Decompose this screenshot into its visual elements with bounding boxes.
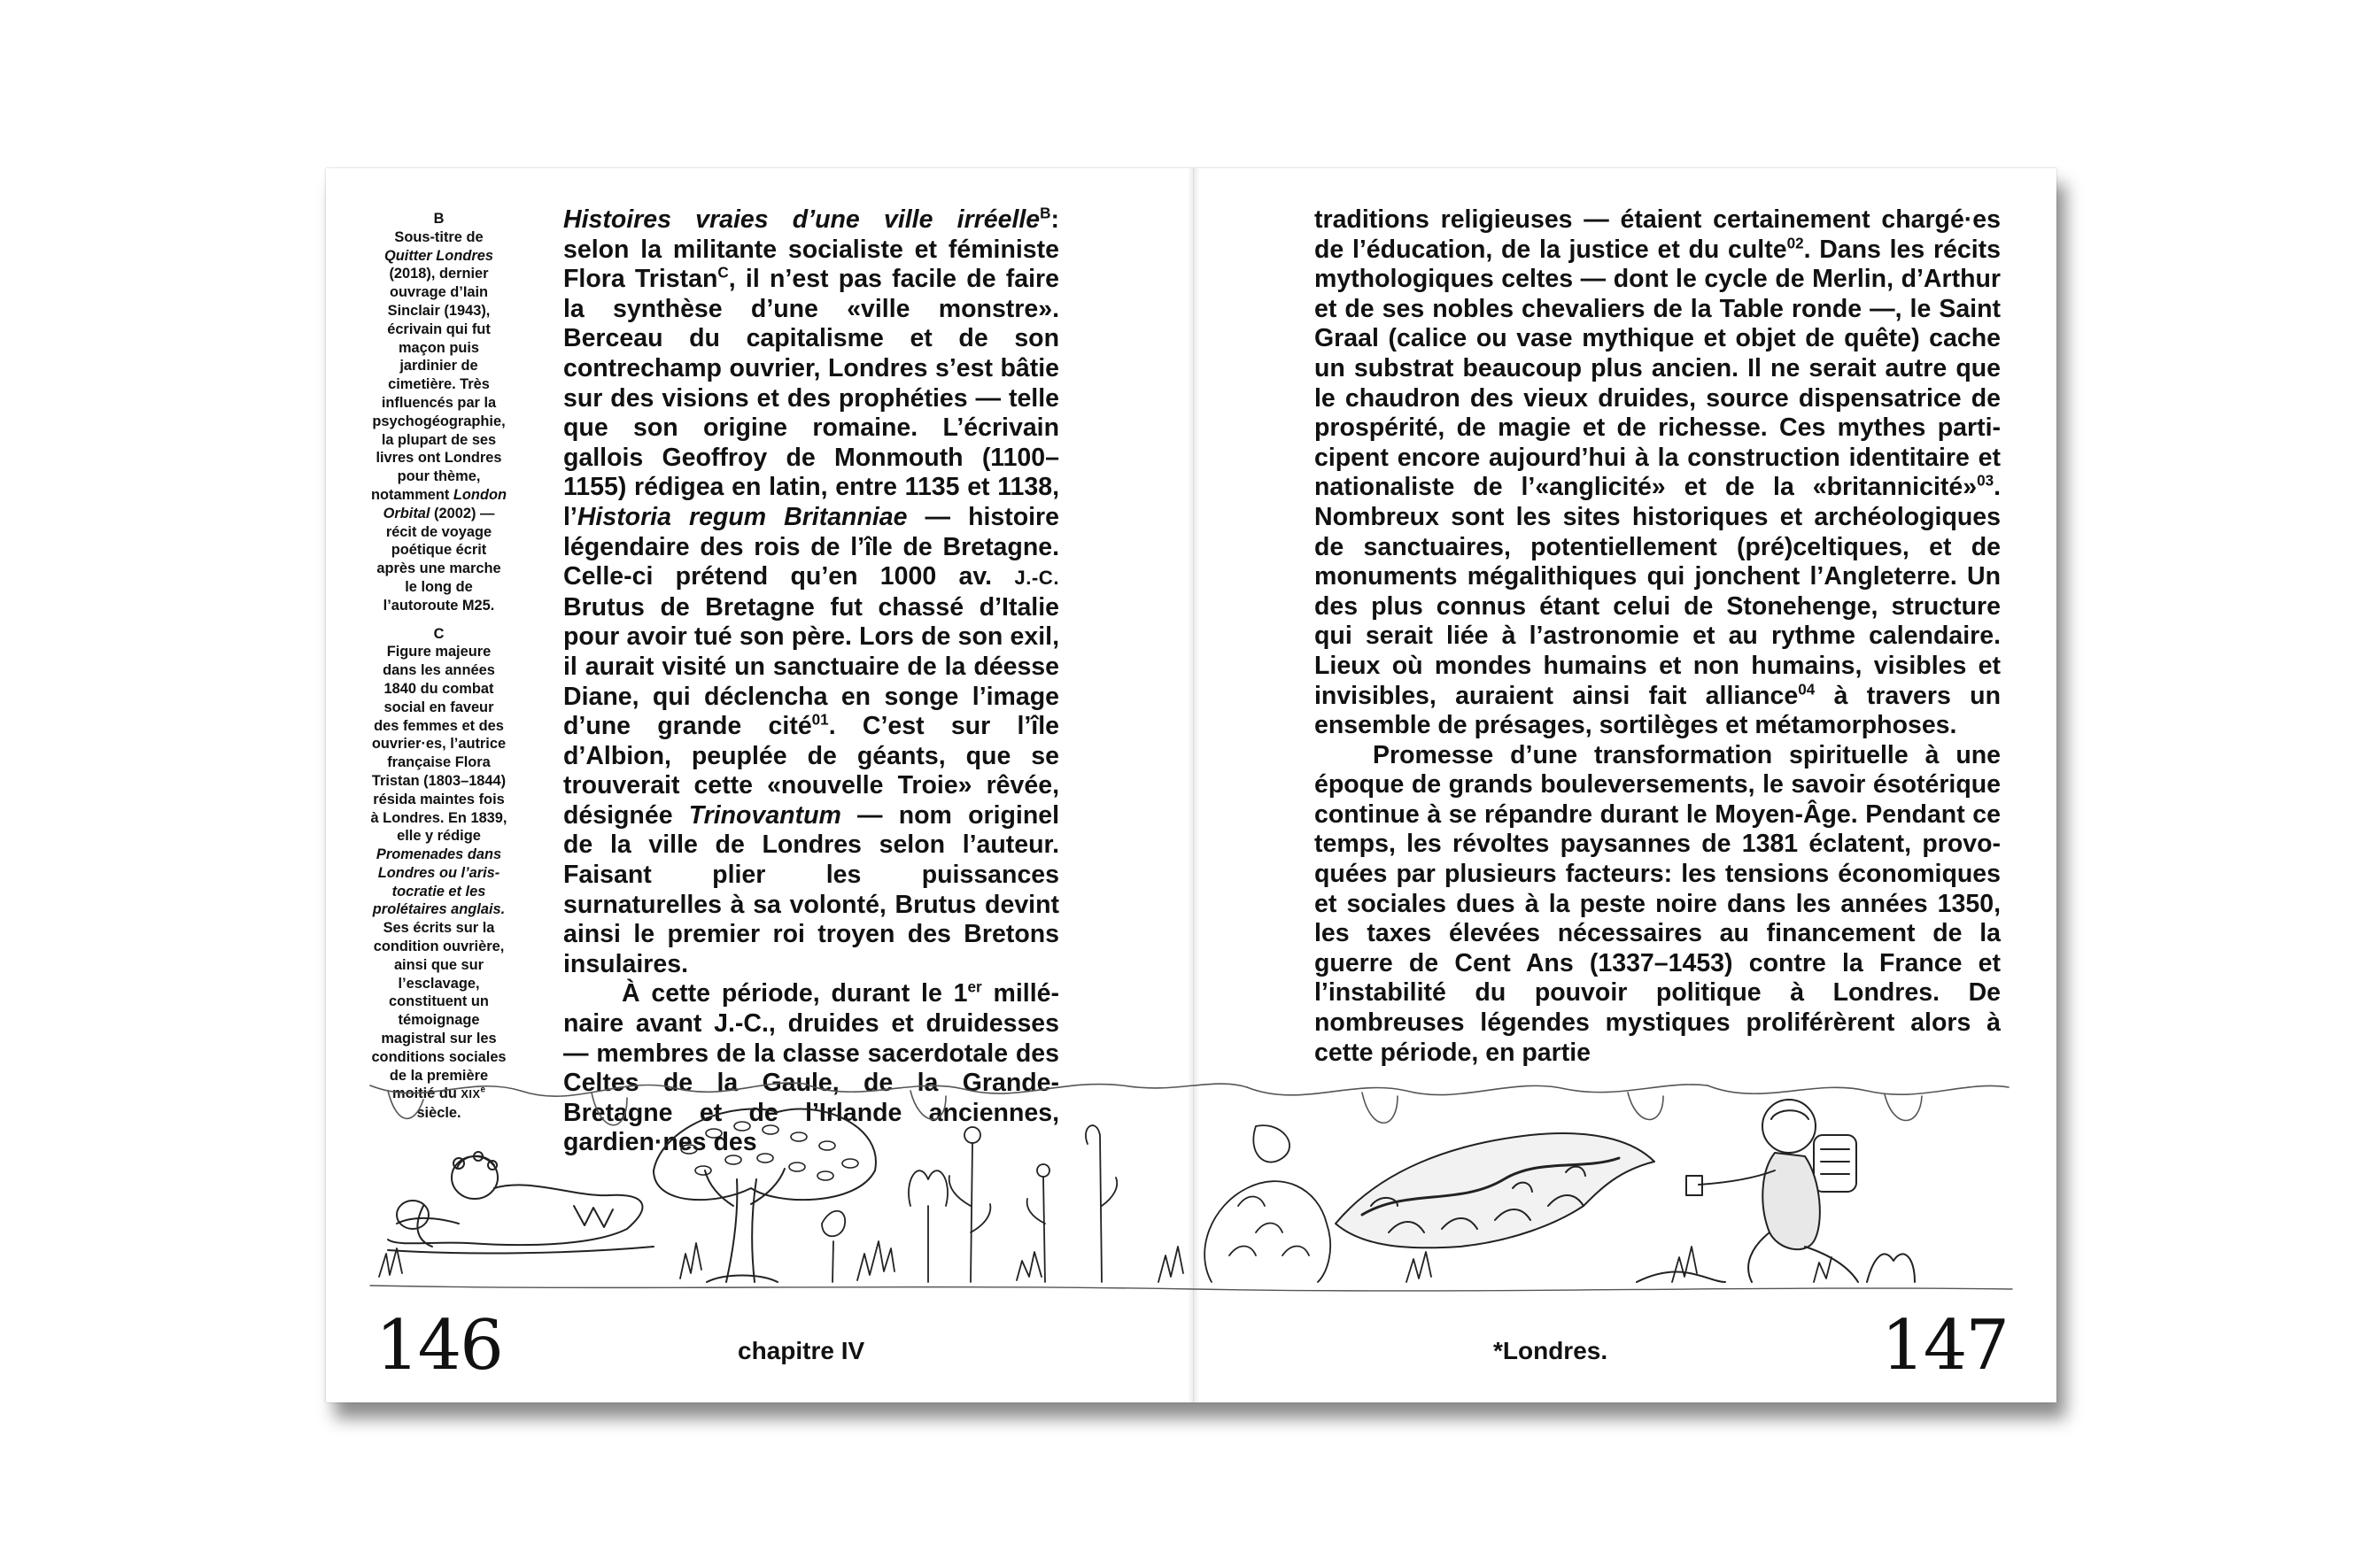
bush	[1204, 1125, 1330, 1282]
left-p2-a: À cette période, durant le 1	[622, 979, 968, 1008]
left-p2-b: millénaire avant J.-C., druides et druidesses — membres de la classe sacerdotale des Celtes de la Gaule, de la Grande-Bretagne et de l’Irlande anciennes, gardien·nes des	[563, 979, 1059, 1157]
right-body-text	[1314, 205, 2001, 1068]
left-p1-title: Histoires vraies d’une ville irréelle	[563, 205, 1041, 234]
note-b-title-2: London Orbital	[383, 486, 507, 521]
left-p1-e: . C’est sur l’île d’Albion, peuplée de géants, que se trouverait cette «nouvelle Troie» rêvée, désignée	[563, 712, 1059, 830]
note-b	[370, 210, 507, 615]
astronaut-figure	[1637, 1100, 1915, 1282]
book-spread	[326, 168, 2056, 1402]
note-c-text-3: siècle.	[416, 1105, 461, 1122]
left-p1-trinovantum: Trinovantum	[688, 800, 841, 830]
ground-line	[370, 1286, 2012, 1291]
note-c-century: XIX	[461, 1087, 481, 1101]
page-number-left: 146	[376, 1306, 502, 1386]
serpent-flame	[1336, 1133, 1654, 1247]
left-p1-d: Brutus de Bretagne fut chassé d’Italie pour avoir tué son père. Lors de son exil, il aurait visité un sanctuaire de la déesse Diane, qui déclencha en songe l’image d’une grande cité	[563, 592, 1059, 741]
note-b-title-1: Quitter Londres	[384, 247, 493, 264]
grass	[379, 1241, 1832, 1282]
left-p2-sup: er	[967, 978, 982, 996]
right-p1-b: . Dans les récits mythologiques celtes — dont le cycle de Merlin, d’Arthur et de ses nobles chevaliers de la Table ronde —, le Saint Graal (calice ou vase mythique et objet de quête) cache un substrat beaucoup plus ancien. Il ne serait autre que le chaudron des vieux druides, source dispensatrice de prospérité, de magie et de richesse. Ces mythes participent encore aujourd’hui à la construction identitaire et nationaliste de l’«anglicité» et de la «britannicité»	[1314, 235, 2001, 502]
left-paragraph-1	[563, 205, 1059, 979]
note-c-text-1: Figure majeure dans les années 1840 du combat social en faveur des femmes et des ouvrier·es, l’autrice française Flora Tristan (1803–1844) résida maintes fois à Londres. En 1839, elle y rédige	[370, 644, 507, 845]
running-head-right: *Londres.	[1493, 1337, 1608, 1364]
right-p1-a: traditions religieuses — étaient certainement chargé·es de l’éducation, de la justice et du culte	[1314, 205, 2001, 264]
left-p1-b: , il n’est pas facile de faire la synthèse d’une «ville monstre». Berceau du capitalisme et de son contrechamp ouvrier, Londres s’est bâtie sur des visions et des prophéties — telle que son origine romaine. L’écrivain gallois Geoffroy de Monmouth (1100–1155) rédigea en latin, entre 1135 et 1138, l’	[563, 265, 1060, 531]
left-p1-c: — histoire légendaire des rois de l’île de Bretagne. Celle-ci prétend qu’en 1000 av.	[563, 502, 1059, 591]
note-c-title: Promenades dans Londres ou l’aristocratie et les prolétaires anglais.	[372, 846, 506, 918]
right-p1-c: . Nombreux sont les sites historiques et archéologiques de sanctuaires, potentiellement (pré)celtiques, et de monuments mégalithiques qui jonchent l’Angleterre. Un des plus connus étant celui de Stonehenge, structure qui serait liée à l’astronomie et au rythme calendaire. Lieux où mondes humains et non humains, visibles et invisibles, auraient ainsi fait alliance	[1314, 473, 2001, 710]
note-ref-03: 03	[1977, 472, 1994, 490]
note-c-century-sup: e	[480, 1085, 485, 1095]
illustration-band	[361, 1073, 2021, 1300]
reclining-figures	[388, 1152, 654, 1253]
note-c-letter: C	[433, 625, 445, 642]
right-p1-d: à travers un ensemble de présages, sortilèges et métamorphoses.	[1314, 681, 2001, 740]
note-c	[370, 625, 507, 1124]
left-p1-f: — nom originel de la ville de Londres selon l’auteur. Faisant plier les puissances surnaturelles à sa volonté, Brutus devint ainsi le premier roi troyen des Bretons insulaires.	[563, 800, 1059, 978]
left-p1-a: : selon la militante socialiste et féministe Flora Tristan	[563, 205, 1059, 294]
note-ref-c: C	[717, 264, 729, 282]
note-b-text-3: (2002) — récit de voyage poétique écrit après une marche le long de l’autoroute M25.	[376, 505, 501, 614]
note-b-text-2: (2018), dernier ouvrage d’Iain Sinclair (1943), écrivain qui fut maçon puis jardinier de cimetière. Très influencés par la psychogéographie, la plupart de ses livres ont Londres pour thème, notamment	[371, 266, 506, 503]
note-ref-02: 02	[1786, 235, 1804, 252]
right-paragraph-2: Promesse d’une transformation spirituelle à une époque de grands bouleversements, le savoir ésotérique continue à se répandre durant le Moyen-Âge. Pendant ce temps, les révoltes paysannes de 1381 éclatent, provoquées par plusieurs facteurs: les tensions économiques et sociales dues à la peste noire dans les années 1350, les taxes élevées nécessaires au financement de la guerre de Cent Ans (1337–1453) contre la France et l’instabilité du pouvoir politique à Londres. De nombreuses légendes mystiques proliférèrent alors à cette période, en partie	[1314, 740, 2001, 1067]
note-b-letter: B	[433, 211, 445, 227]
note-b-text-1: Sous-titre de	[394, 228, 484, 245]
note-ref-04: 04	[1798, 681, 1816, 698]
page-number-right: 147	[1881, 1306, 2008, 1386]
note-c-text-2: Ses écrits sur la condition ouvrière, ainsi que sur l’esclavage, constituent un témoignage magistral sur les conditions sociales de la première moitié du	[371, 920, 507, 1102]
note-ref-01: 01	[811, 711, 829, 729]
running-head-left: chapitre IV	[738, 1337, 865, 1364]
left-body-text	[563, 205, 1059, 1158]
note-ref-b: B	[1040, 205, 1051, 222]
side-notes	[370, 210, 507, 1132]
right-paragraph-1	[1314, 205, 2001, 741]
left-p1-historia: Historia regum Britanniae	[577, 502, 908, 531]
left-p1-jc: J.-C.	[1014, 567, 1059, 590]
